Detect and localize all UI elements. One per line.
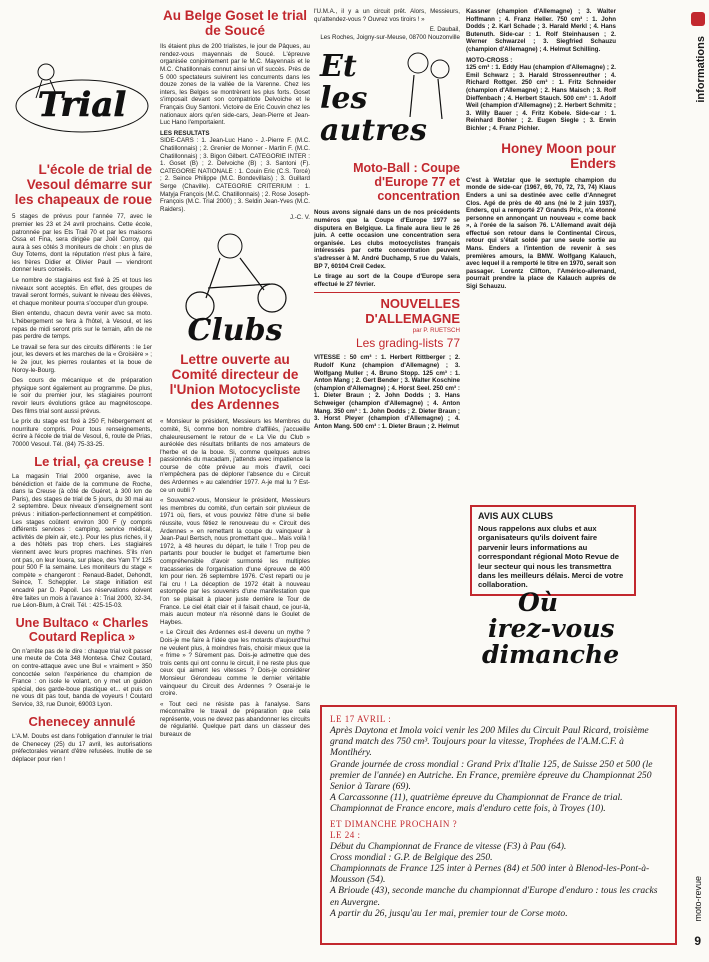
weekend-item: A Brioude (43), seconde manche du championnat d'Europe d'enduro : tous les cracks en Auvergne. [330,885,658,908]
vesoul-para: Le travail se fera sur des circuits différents : le 1er jour, les devers et les marches de la « Groisière » ; le 2e jour, les pierres roulantes et la boue de Noroy-le-Bourg. [12,343,152,374]
weekend-logo [478,590,648,700]
weekend-item: A partir du 26, jusqu'au 1er mai, premier tour de Corse moto. [330,907,568,919]
clubs-title: Lettre ouverte au Comité directeur de l'Union Motocycliste des Ardennes [169,351,301,413]
avis-title: AVIS AUX CLUBS [478,511,554,521]
bultaco-title: Une Bultaco « Charles Coutard Replica » [15,615,149,644]
clubs-para: « Tout ceci ne résiste pas à l'analyse. Sans méconnaître le travail de préparation que cela représente, vous ne devez pas abandonner les circuits de régularité. Quelque part dans un classeur des bureaux de [160,700,310,739]
weekend-item: A Carcassonne (11), quatrième épreuve du Championnat de France de trial. Championnat de France encore, mais d'enduro cette fois, à Troyes (10). [330,792,623,815]
creuse-para: La magasin Trial 2000 organise, avec la bénédiction et l'aide de la commune de Roche, dans la Creuse (à côté de Guéret, à 300 km de Paris), des stages de trial de 5 jours, du 30 mai au 2 septembre. Deux niveaux d'enseignement sont prévus : initiation-perfectionnement et compétition. Les stages coûtent environ 300 F (y compris différents services : camping, service médical, activités de plein air, etc.). Pour les plus riches, il y a des hôtels pas trop chers. Les stagiaires viennent avec leurs propres machines. S'ils n'en ont pas, on leur louera, sur place, des Yam TY 125 pour 500 F la semaine. Les moniteurs du stage « compète » changeront : Renaud-Badet, Dehondt, Seince, T. Scheppler. Le stage initiation est encadré par D. Papoil. Les réservations doivent être faites un mois à l'avance à : Trial 2000, 32-34, rue Léon-Blum, à Creil. Tél. : 425-15-03. [12,473,152,610]
allemagne-list: Kassner (champion d'Allemagne) ; 3. Walter Hoffmann ; 4. Franz Heller. 750 cm³ : 1. John Dodds ; 2. Karl Schade ; 3. Harald Merkl ; 4. Hans Butenuth. Side-car : 1. Rolf Steinhausen ; 2. Werner Schwarzel ; 3. Siegfried Schauzu (champion d'Allemagne) ; 4. Helmut Schilling. [466,8,616,53]
weekend-date: LE 24 : [330,829,361,840]
weekend-logo-word: dimanche [482,640,620,669]
goset-results-label: LES RESULTATS [160,129,210,137]
column-1 [12,0,152,766]
allemagne-list: 125 cm³ : 1. Eddy Hau (champion d'Allemagne) ; 2. Emil Schwarz ; 3. Harald Strossenreuther ; 4. Richard Rottger. 250 cm³ : 1. Fritz Schneider (champion d'Allemagne) ; 2. Hans Maisch ; 3. Rolf Dieffenbach ; 4. Herbert Stauch. 500 cm³ : 1. Adolf Weil (champion d'Allemagne) ; 2. Herbert Schmitz ; 3. Willy Bauer ; 4. Fritz Kobele. Side-car : 1. Reinhard Bohler ; 2. Eugen Siegle ; 3. Erwin Bichler ; 4. Franz Pichler. [466,64,616,132]
divider [314,292,460,293]
chenecey-para: L'A.M. Doubs est dans l'obligation d'annuler le trial de Chenecey (25) du 17 avril, les autorisations préfectorales venant d'être refusées. Inutile de se déplacer pour rien ! [12,733,152,763]
goset-signature: J.-C. V. [289,214,310,222]
allemagne-title: NOUVELLES D'ALLEMAGNE [365,296,460,326]
weekend-item: Grande journée de cross mondial : Grand Prix d'Italie 125, de Suisse 250 et 500 (le premier de l'année) en Autriche. En France, première épreuve du Championnat 250 Senior à Tarare (69). [330,758,653,793]
vesoul-para: Bien entendu, chacun devra venir avec sa moto. L'hébergement se fera à l'hôtel, à Vesoul, et les repas de midi seront pris sur le terrain, afin de ne pas perdre de temps. [12,310,152,341]
letter-sign-name: E. Daubail, [429,26,460,34]
weekend-item: Cross mondial : G.P. de Belgique des 250. [330,851,493,863]
chenecey-title: Chenecey annulé [28,713,136,729]
letter-end: l'U.M.A., il y a un circuit prêt. Alors, Messieurs, qu'attendez-vous ? Ouvrez vos tiroirs ! » [314,8,460,23]
vesoul-para: Le prix du stage est fixé à 250 F, hébergement et nourriture compris. Pour tous renseignements, écrire à l'école de trial de Vesoul, 6, route de Prias, 70000 Vesoul. Tél. (84) 75-33-25. [12,418,152,448]
weekend-logo-word: irez-vous [488,614,615,643]
motoball-para: Nous avons signalé dans un de nos précédents numéros que la Coupe d'Europe 1977 se disputera en Belgique. La finale aura lieu le 26 juin. A cette occasion une concentration sera organisée. Les clubs motocyclistes français intéressés par cette concentration peuvent s'adresser à M. André Duchamp, 5 rue du Valais, BP 7, 60104 Creil Cedex. [314,209,460,270]
weekend-item: Après Daytona et Imola voici venir les 200 Miles du Circuit Paul Ricard, troisième grand match des 750 cm³. Toujours pour la vitesse, Trophées de l'A.M.C.F. à Montlhéry. [330,725,649,759]
column-2 [160,8,310,742]
footer-brand: moto-revue [693,876,703,922]
vesoul-para: Le nombre de stagiaires est fixé à 25 et tous les niveaux sont acceptés. En effet, des groupes de travail seront formés, suivant le niveau des élèves, et chaque moniteur pourra s'occuper d'un groupe. [12,277,152,307]
allemagne-byline: par P. RUETSCH [412,327,460,335]
etrangers-logo-word: les [320,81,368,117]
clubs-rider-illustration [160,228,310,348]
avis-box [470,505,636,596]
svg-text:Trial: Trial [37,85,127,125]
bultaco-para: On n'arrête pas de le dire : chaque trial voit passer une meute de Cota 348 Montesa. Chez Coutard, on contre-attaque avec une Bul « vraiment » 350 concoctée selon l'expérience du champion de France : on isole le volant, on y met un guidon spécial, des garde-boue plastique et... et puis on ne vous dit pas tout, banda de voyeurs ! Coutard Service, 33, rue Dunoir, 69003 Lyon. [12,647,152,708]
weekend-item: Début du Championnat de France de vitesse (F3) à Pau (64). [330,840,567,852]
etrangers-logo-word: autres [320,113,427,149]
etrangers-logo [314,47,460,157]
column-4 [466,8,616,294]
svg-text:Clubs: Clubs [187,312,283,348]
vesoul-para: Des cours de mécanique et de préparation physique sont également au programme. De plus, le soir du premier jour, les stagiaires pourront revoir leurs évolutions grâce au magnétoscope. Des films trial sont aussi prévus. [12,377,152,415]
section-marker-icon [691,12,705,26]
honey-para: C'est à Wetzlar que le sextuple champion du monde de side-car (1967, 69, 70, 72, 73, 74) Klaus Enders a uni sa destinée avec celle d'Annegret Clos. Agé de près de 40 ans (né le 2 juin 1937), Enders, qui a remporté 27 Grands Prix, n'a étonné personne en annonçant un nouveau « come back », à l'orée de la saison 76. L'Allemand avait déjà effectué son retour dans le Continental Circus, retour qui s'était soldé par une seule sortie au Mans. Enders a l'intention de revenir à ses premières amours, la BMW. Wolfgang Kalauch, avec lequel il a remporté le titre en 1970, serait son passager. Lorentz Clifton, l'Américo-allemand, pourrait prendre la place de Kalauch auprès de Sigi Schauzu. [466,176,616,291]
clubs-para: « Souvenez-vous, Monsieur le président, Messieurs les membres du comité, d'un certain soir pluvieux de 1971 où, fiers, et vous pouviez l'être d'une si belle réussite, vous fêtiez le renouveau du « Circuit des Ardennes » en remettant la coupe du vainqueur à Jean-Paul Bertsch, nous promettant que... Mais voilà ! 1972, à 48 heures du départ, le tuile ! Trop peu de partants pour boucler le budget et l'amertume bien compréhensible d'avoir surmonté les multiples tracasseries de l'organisation d'une épreuve de 400 km pour rien. 26 septembre 1976. C'est reparti ou je l'ai cru ! La déception de 1972 était à nouveau estompée par les souvenirs d'une manifestation que l'on se plaisait à placer juste derrière le Tour de France. Le ciel était clair et il faisait chaud, ce jour-là, mais aucun moteur n'a résonné dans le Goulet de Haybes. [160,497,310,626]
side-label [687,10,709,120]
honey-title: Honey Moon pour Enders [501,140,616,171]
informations-label: informations [695,36,707,103]
vesoul-title: L'école de trial de Vesoul démarre sur les chapeaux de roue [14,162,152,208]
vesoul-para: 5 stages de prévus pour l'année 77, avec le premier les 23 et 24 avril prochains. Cette école, patronnée par les Ets Trail 70 et par les maisons Ossa et Fina, sera dirigée par Joël Corroy, qui aura à ses côtés 3 moniteurs de choix : en plus de Guy Totems, dont la réputation n'est plus à faire, les frères Didier et Olivier Paull — viendront donner leurs conseils. [12,213,152,274]
goset-para: Ils étaient plus de 200 trialistes, le jour de Pâques, au rendez-vous mayennais de Soucé. L'épreuve organisée conjointement par le M.C. Mayennais et le M.C. Chatillonnais connut ainsi un vif succès. Près de 5 000 spectateurs suivirent les concurrents dans les douze zones de la vallée de la Varenne. Chez les inters, les Belges se montrèrent les plus forts. Goset s'imposait devant son compatriote Delvoiche et le Français Guy Santoni. Victoire de Eric Couvin chez les nationaux alors qu'en side-cars, Jean-Pierre et Jean-Luc Hano l'emportaient. [160,43,310,127]
weekend-date: LE 17 AVRIL : [330,714,392,724]
allemagne-list: VITESSE : 50 cm³ : 1. Herbert Rittberger ; 2. Rudolf Kunz (champion d'Allemagne) ; 3. Wolfgang Muller ; 4. Bruno Stopp. 125 cm³ : 1. Anton Mang ; 2. Gert Bender ; 3. Walter Koschine (champion d'Allemagne) ; 4. Horst Seel. 250 cm³ : 1. Dieter Braun ; 2. John Dodds ; 3. Hans Schweiger (champion d'Allemagne) ; 4. Anton Mang. 350 cm³ : 1. John Dodds ; 2. Dieter Braun ; 3. Horst Pleyer (champion d'Allemagne) ; 4. Anton Mang. 500 cm³ : 1. Dieter Braun ; 2. Helmut [314,354,460,430]
goset-results: SIDE-CARS : 1. Jean-Luc Hano - J.-Pierre F. (M.C. Chatillonnais) ; 2. Grenier de Monner - Martin F. (M.C. Chatillonnais) ; 3. Bigon Gilbert. CATEGORIE INTER : 1. Goset (B) ; 2. Delvoiche (B) ; 3. Santoni (F). CATEGORIE NATIONALE : 1. Couin Eric (C.S. Torcé) ; 2. Seince Philippe (M.C. Bondevillais) ; 3. Guillard Serge (Chaville). CATEGORIE CRITERIUM : 1. Matyja François (M.C. Chatillonnais) ; 2. Rose Joseph-François (M.C. Trial 2000) ; 3. Seldin Jean-Yves (M.C. Raiders). [160,137,310,213]
clubs-para: « Monsieur le président, Messieurs les Membres du comité, Si, comme bon nombre d'affiliés, j'accueille chaleureusement le retour de « La Vie du Club » auréolée des résultats brillants de nos amateurs de l'herbe et de la boue. Si, comme quelques autres passionnés du macadam, j'attends avec impatience la course de côte prévue au mois d'avril, ceci n'empêchera pas de déplorer l'absence du « Circuit des Ardennes » au calendrier 1977. A-je mal lu ? Est-ce un oubli ? [160,418,310,494]
goset-title: Au Belge Goset le trial de Soucé [162,8,308,39]
etrangers-logo-word: Et [320,49,357,85]
avis-text: Nous rappelons aux clubs et aux organisateurs qu'ils doivent faire parvenir leurs informations au correspondant régional Moto Revue de leur secteur qui nous les transmettra dans les meilleurs délais. Merci de votre collaboration. [478,524,624,590]
weekend-box [320,705,677,945]
trial-logo [12,58,152,198]
column-3 [314,8,460,433]
letter-sign-address: Les Roches, Joigny-sur-Meuse, 08700 Nouzonville [320,33,460,41]
clubs-para: « Le Circuit des Ardennes est-il devenu un mythe ? Dois-je me faire à l'idée que les motards d'aujourd'hui ne veulent plus, à moindres frais, choisir mieux que la « frime » ? Sûrement pas. Dois-je admettre que des trois cents qui ont connu le circuit, il ne reste plus que ceux qui aiment les vitesses ? Dois-je considérer Monsieur Gérondeau comme le dernier véritable vainqueur du Circuit des Ardennes ? Oserai-je le croire. [160,629,310,698]
weekend-date: ET DIMANCHE PROCHAIN ? [330,818,458,829]
motoball-title: Moto-Ball : Coupe d'Europe 77 et concentration [353,161,460,204]
trial-rider-illustration [12,58,152,138]
creuse-title: Le trial, ça creuse ! [34,453,152,469]
weekend-item: Championnats de France 125 inter à Pernes (84) et 500 inter à Blenod-les-Pont-à-Mousson (54). [330,863,650,886]
page-number: 9 [694,934,701,948]
clubs-logo [160,228,310,348]
motoball-para: Le tirage au sort de la Coupe d'Europe sera effectué le 27 février. [314,273,460,288]
motocross-label: MOTO-CROSS : [466,56,513,64]
allemagne-subtitle: Les grading-lists 77 [355,336,460,350]
weekend-logo-word: Où [518,588,558,617]
